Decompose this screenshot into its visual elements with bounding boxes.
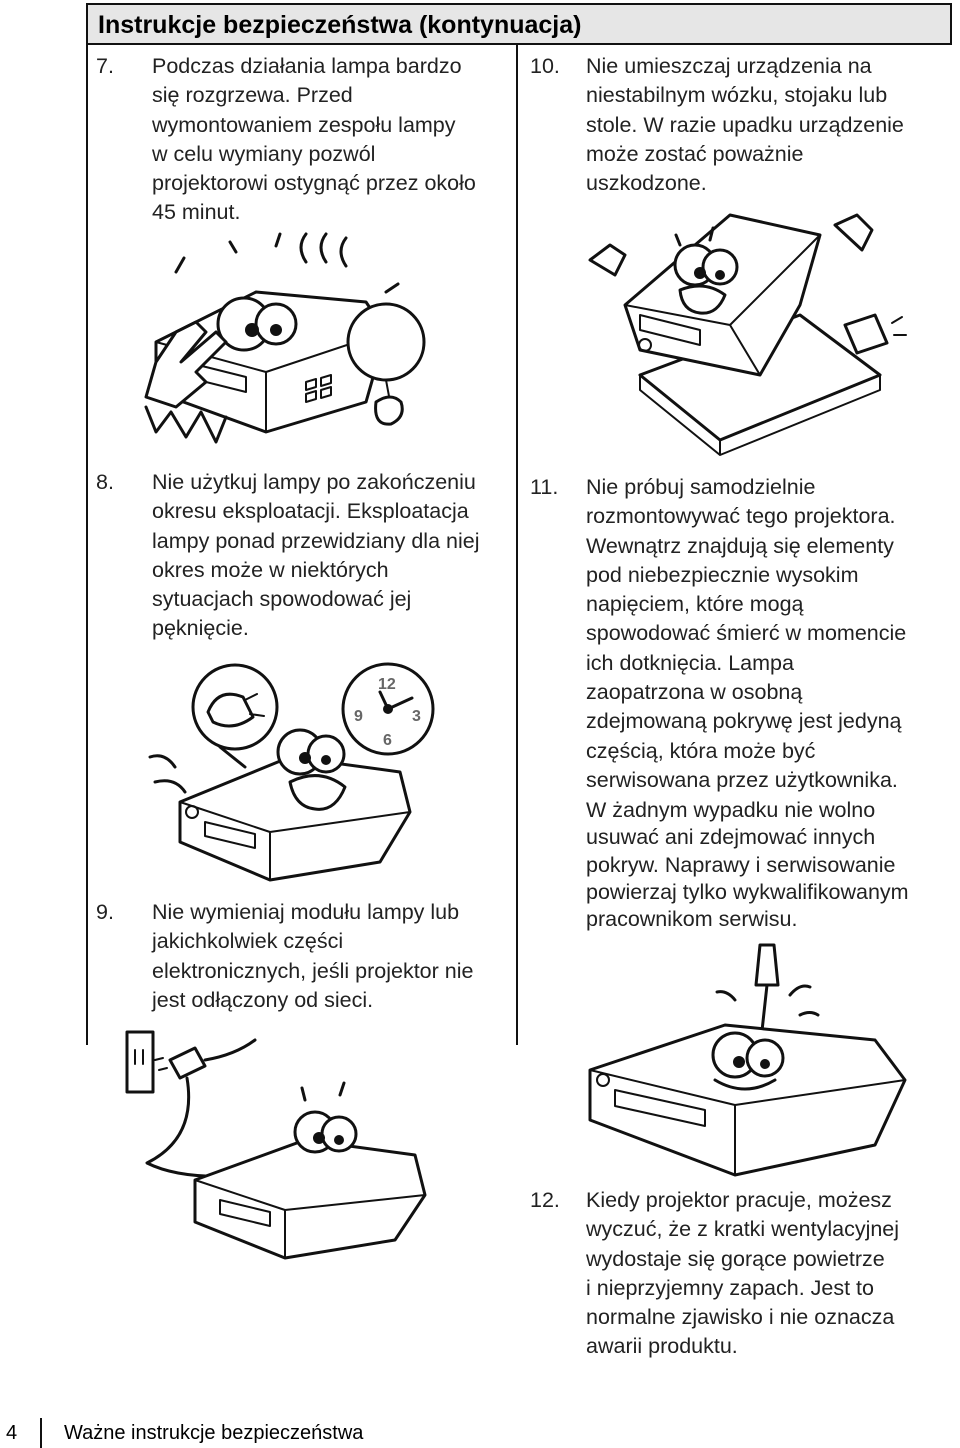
item-text: Nie umieszczaj urządzenia na niestabilnym wózku, stojaku lub stole. W razie upadku urządzenie może zostać poważnie uszkodzone. <box>586 54 904 196</box>
item-text: Nie próbuj samodzielnie rozmontowywać tego projektora. Wewnątrz znajdują się elementy pod niebezpiecznie wysokim napięciem, które mogą spowodować śmierć w momencie ich dotknięcia. Lampa zaopatrzona w osobną zdejmowaną pokrywę jest jedyną częścią, która może być serwisowana przez użytkownika. <box>586 475 907 792</box>
hot-projector-illustration <box>136 232 436 462</box>
unplug-illustration <box>125 1030 425 1250</box>
clock-nine: 9 <box>354 708 363 725</box>
clock-three: 3 <box>412 708 421 725</box>
item-text: Kiedy projektor pracuje, możesz wyczuć, że z kratki wentylacyjnej wydostaje się gorące powietrze i nieprzyjemny zapach. Jest to normalne zjawisko i nie oznacza awarii produktu. <box>586 1188 900 1359</box>
item-number: 12. <box>530 1188 560 1212</box>
page-footer <box>0 1418 960 1448</box>
safety-item-11-extra: W żadnym wypadku nie wolno usuwać ani zdejmować innych pokryw. Naprawy i serwisowanie powierzaj tylko wykwalifikowanym pracownikom serwisu. <box>586 798 909 932</box>
page-number: 4 <box>6 1422 18 1444</box>
clock-twelve: 12 <box>378 676 396 693</box>
item-text: Podczas działania lampa bardzo się rozgrzewa. Przed wymontowaniem zespołu lampy w celu wymiany pozwól projektorowi ostygnąć przez około 45 minut. <box>152 54 476 225</box>
item-number: 11. <box>530 475 559 499</box>
footer-divider <box>40 1418 42 1448</box>
left-rule <box>86 45 88 1045</box>
section-header <box>86 3 952 45</box>
screwdriver-illustration <box>585 940 915 1180</box>
lamp-clock-illustration <box>150 662 440 882</box>
item-number: 9. <box>96 900 114 924</box>
column-divider <box>516 45 518 1045</box>
item-text: Nie użytkuj lampy po zakończeniu okresu eksploatacji. Eksploatacja lampy ponad przewidziany dla niej okres może w niektórych sytuacjach spowodować jej pęknięcie. <box>152 470 480 641</box>
item-number: 8. <box>96 470 114 494</box>
item-text: Nie wymieniaj modułu lampy lub jakichkolwiek części elektronicznych, jeśli projektor nie jest odłączony od sieci. <box>152 900 474 1012</box>
footer-title: Ważne instrukcje bezpieczeństwa <box>64 1422 364 1444</box>
falling-projector-illustration <box>580 205 920 455</box>
clock-six: 6 <box>383 732 392 749</box>
item-number: 7. <box>96 54 114 78</box>
section-title: Instrukcje bezpieczeństwa (kontynuacja) <box>98 11 582 39</box>
item-number: 10. <box>530 54 560 78</box>
